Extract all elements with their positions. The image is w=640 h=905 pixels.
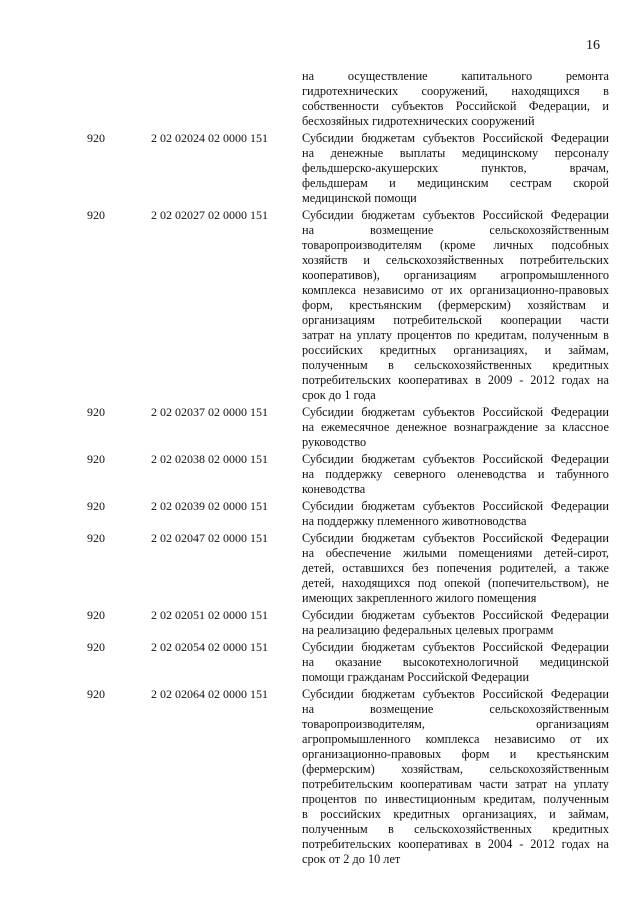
revenue-description xyxy=(302,69,609,129)
description-line: (фермерским) хозяйствам, сельскохозяйственным xyxy=(302,762,609,776)
description-line: Субсидии бюджетам субъектов Российской Федерации xyxy=(302,131,609,145)
admin-code: 920 xyxy=(87,608,105,622)
table-row xyxy=(0,531,640,606)
description-line: на денежные выплаты медицинскому персоналу xyxy=(302,146,609,160)
description-line: Субсидии бюджетам субъектов Российской Федерации xyxy=(302,640,609,654)
description-line: фельдшерско-акушерских пунктов, врачам, xyxy=(302,161,609,175)
description-line: Субсидии бюджетам субъектов Российской Федерации xyxy=(302,687,609,701)
description-line: российских кредитных организациях, и займам, xyxy=(302,343,609,357)
description-line: агропромышленного комплекса независимо от их xyxy=(302,732,609,746)
admin-code: 920 xyxy=(87,499,105,513)
description-line: потребительских кооперативах в 2004 - 2012 годах на xyxy=(302,837,609,851)
description-line: на осуществление капитального ремонта xyxy=(302,69,609,83)
description-line: Субсидии бюджетам субъектов Российской Федерации xyxy=(302,405,609,419)
description-line: Субсидии бюджетам субъектов Российской Федерации xyxy=(302,452,609,466)
description-line: Субсидии бюджетам субъектов Российской Федерации xyxy=(302,531,609,545)
revenue-description xyxy=(302,452,609,497)
table-row xyxy=(0,640,640,685)
description-line: имеющих закрепленного жилого помещения xyxy=(302,591,537,605)
revenue-description xyxy=(302,499,609,529)
description-line: процентов по инвестиционным кредитам, полученным xyxy=(302,792,609,806)
description-line: товаропроизводителям (кроме личных подсобных xyxy=(302,238,609,252)
description-line: собственности субъектов Российской Федерации, и xyxy=(302,99,609,113)
revenue-description xyxy=(302,208,609,403)
budget-classification-code: 2 02 02024 02 0000 151 xyxy=(151,131,268,145)
description-line: срок от 2 до 10 лет xyxy=(302,852,401,866)
admin-code: 920 xyxy=(87,687,105,701)
description-line: потребительским кооперативам части затрат на уплату xyxy=(302,777,609,791)
description-line: руководство xyxy=(302,435,367,449)
description-line: срок до 1 года xyxy=(302,388,376,402)
table-row xyxy=(0,208,640,403)
budget-classification-code: 2 02 02037 02 0000 151 xyxy=(151,405,268,419)
table-row xyxy=(0,499,640,529)
revenue-description xyxy=(302,687,609,867)
description-line: на возмещение сельскохозяйственным xyxy=(302,702,609,716)
description-line: на поддержку племенного животноводства xyxy=(302,514,527,528)
budget-classification-code: 2 02 02038 02 0000 151 xyxy=(151,452,268,466)
description-line: полученным в сельскохозяйственных кредитных xyxy=(302,822,609,836)
description-line: Субсидии бюджетам субъектов Российской Федерации xyxy=(302,608,609,622)
revenue-description xyxy=(302,640,609,685)
budget-classification-code: 2 02 02027 02 0000 151 xyxy=(151,208,268,222)
revenue-description xyxy=(302,405,609,450)
description-line: организационно-правовых форм и крестьянским xyxy=(302,747,609,761)
table-row xyxy=(0,687,640,867)
admin-code: 920 xyxy=(87,208,105,222)
description-line: форм, крестьянским (фермерским) хозяйствам и xyxy=(302,298,609,312)
description-line: потребительских кооперативах в 2009 - 2012 годах на xyxy=(302,373,609,387)
budget-classification-code: 2 02 02051 02 0000 151 xyxy=(151,608,268,622)
budget-code-table xyxy=(0,69,640,867)
table-row xyxy=(0,131,640,206)
description-line: гидротехнических сооружений, находящихся в xyxy=(302,84,609,98)
description-line: на ежемесячное денежное вознаграждение за классное xyxy=(302,420,609,434)
admin-code: 920 xyxy=(87,531,105,545)
revenue-description xyxy=(302,531,609,606)
description-line: на реализацию федеральных целевых программ xyxy=(302,623,554,637)
page-number: 16 xyxy=(586,38,600,53)
admin-code: 920 xyxy=(87,131,105,145)
admin-code: 920 xyxy=(87,405,105,419)
budget-classification-code: 2 02 02047 02 0000 151 xyxy=(151,531,268,545)
description-line: медицинской помощи xyxy=(302,191,417,205)
table-row xyxy=(0,405,640,450)
budget-classification-code: 2 02 02064 02 0000 151 xyxy=(151,687,268,701)
description-line: на оказание высокотехнологичной медицинской xyxy=(302,655,609,669)
revenue-description xyxy=(302,608,609,638)
budget-classification-code: 2 02 02054 02 0000 151 xyxy=(151,640,268,654)
table-row xyxy=(0,69,640,129)
description-line: товаропроизводителям, организациям xyxy=(302,717,609,731)
admin-code: 920 xyxy=(87,640,105,654)
description-line: на поддержку северного оленеводства и табунного xyxy=(302,467,609,481)
admin-code: 920 xyxy=(87,452,105,466)
table-row xyxy=(0,608,640,638)
description-line: полученным в сельскохозяйственных кредитных xyxy=(302,358,609,372)
description-line: детей, находящихся под опекой (попечительством), не xyxy=(302,576,609,590)
description-line: затрат на уплату процентов по кредитам, полученным в xyxy=(302,328,609,342)
description-line: бесхозяйных гидротехнических сооружений xyxy=(302,114,535,128)
description-line: на обеспечение жилыми помещениями детей-сирот, xyxy=(302,546,609,560)
revenue-description xyxy=(302,131,609,206)
description-line: на возмещение сельскохозяйственным xyxy=(302,223,609,237)
description-line: хозяйств и сельскохозяйственных потребительских xyxy=(302,253,609,267)
description-line: кооперативов), организациям агропромышленного xyxy=(302,268,609,282)
description-line: в российских кредитных организациях, и займам, xyxy=(302,807,609,821)
description-line: комплекса независимо от их организационно-правовых xyxy=(302,283,609,297)
description-line: Субсидии бюджетам субъектов Российской Федерации xyxy=(302,208,609,222)
table-row xyxy=(0,452,640,497)
description-line: Субсидии бюджетам субъектов Российской Федерации xyxy=(302,499,609,513)
description-line: организациям потребительской кооперации части xyxy=(302,313,609,327)
description-line: помощи гражданам Российской Федерации xyxy=(302,670,530,684)
description-line: детей, оставшихся без попечения родителей, а также xyxy=(302,561,609,575)
description-line: коневодства xyxy=(302,482,366,496)
budget-classification-code: 2 02 02039 02 0000 151 xyxy=(151,499,268,513)
description-line: фельдшерам и медицинским сестрам скорой xyxy=(302,176,609,190)
